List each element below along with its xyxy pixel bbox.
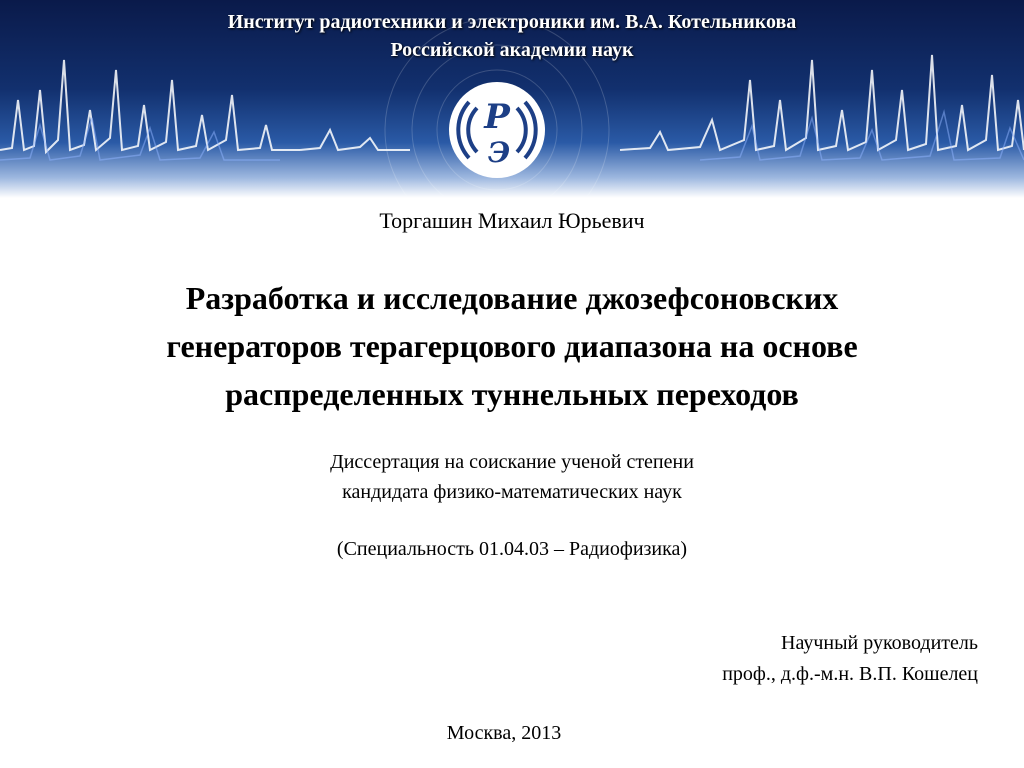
- degree-statement: [0, 447, 1024, 507]
- title-line2: генераторов терагерцового диапазона на основе: [166, 328, 858, 364]
- header-banner: [0, 0, 1024, 198]
- institute-name: [0, 8, 1024, 64]
- institute-logo-icon: [447, 80, 547, 180]
- degree-line2: кандидата физико-математических наук: [342, 481, 682, 503]
- institute-name-line2: Российской академии наук: [390, 39, 634, 61]
- title-line1: Разработка и исследование джозефсоновских: [185, 280, 839, 316]
- advisor-label: Научный руководитель: [781, 632, 978, 654]
- specialty: (Специальность 01.04.03 – Радиофизика): [336, 538, 688, 560]
- degree-line1: Диссертация на соискание ученой степени: [330, 451, 694, 473]
- institute-name-line1: Институт радиотехники и электроники им. В.А. Котельникова: [227, 11, 797, 33]
- svg-text:Р: Р: [484, 97, 510, 137]
- place-year: Москва, 2013: [446, 722, 562, 744]
- advisor-name: проф., д.ф.-м.н. В.П. Кошелец: [722, 663, 978, 685]
- title-line3: распределенных туннельных переходов: [225, 376, 799, 412]
- dissertation-title: [40, 274, 984, 418]
- scientific-advisor: [722, 628, 978, 690]
- svg-text:Э: Э: [487, 136, 511, 169]
- author-name: Торгашин Михаил Юрьевич: [379, 208, 645, 233]
